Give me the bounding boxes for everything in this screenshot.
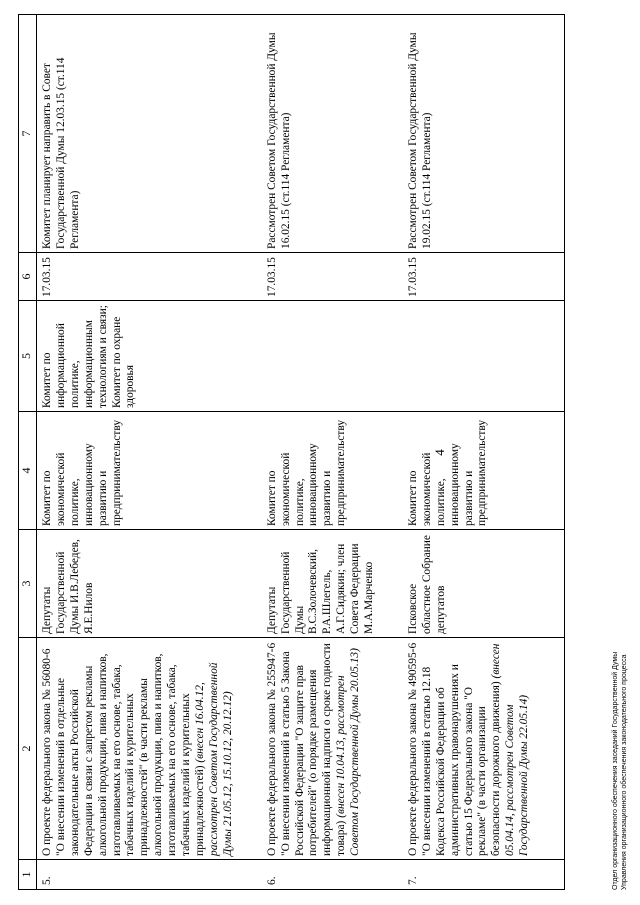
column-number-header	[19, 15, 37, 890]
column-header: 6	[19, 253, 37, 301]
column-header: 5	[19, 301, 37, 412]
bill-title: О проекте федерального закона № 490595-6	[406, 642, 419, 856]
table-row	[37, 15, 262, 890]
row-number: 7.	[403, 860, 565, 890]
initiator-cell: Псковское областное Собрание депутатов	[403, 530, 565, 638]
co-committees-cell	[262, 301, 403, 412]
date-cell: 17.03.15	[37, 253, 262, 301]
bill-history-note: (внесен 10.04.13, рассмотрен Советом Государственной Думы 20.05.13)	[335, 648, 362, 856]
committee-cell: Комитет по экономической политике, инновационному развитию и предпринимательству	[403, 412, 565, 530]
bill-body: "О внесении изменений в отдельные законодательные акты Российской Федерации в связи с запретом рекламы алкогольной продукции, пива и напитков, изготавливаемых на его основе, табака, табачных изделий и курительных принадлежностей" (в части рекламы алкогольной продукции, пива и напитков, изготавливаемых на его основе, табака, табачных изделий и курительных принадлежностей)	[54, 653, 206, 856]
bill-description	[37, 638, 262, 860]
bills-table	[18, 14, 565, 890]
bill-body: "О внесении изменений в статью 5 Закона Российской Федерации "О защите прав потребителей" (о порядке размещения информационной надписи о сроке годности товара)	[279, 643, 348, 856]
table-row	[403, 15, 565, 890]
initiator-cell: Депутаты Государственной Думы В.С.Золочевский, Р.А.Шлегель, А.Г.Сидякин; член Совета Федерации М.А.Марченко	[262, 530, 403, 638]
column-header: 1	[19, 860, 37, 890]
footer	[612, 652, 630, 890]
bill-body: "О внесении изменений в статью 12.18 Кодекса Российской Федерации об административных правонарушениях и статью 15 Федерального закона "О рекламе" (в части организации безопасности дорожного движения)	[420, 664, 503, 856]
row-number: 5.	[37, 860, 262, 890]
column-header: 2	[19, 638, 37, 860]
table-row	[262, 15, 403, 890]
bill-description	[403, 638, 565, 860]
committee-cell: Комитет по экономической политике, инновационному развитию и предпринимательству	[262, 412, 403, 530]
co-committees-cell	[403, 301, 565, 412]
footer-line: Отдел организационного обеспечения заседаний Государственной Думы	[612, 651, 619, 890]
bill-history-note: (внесен 16.04.12, рассмотрен Советом Государственной Думы 21.05.12, 15.10.12, 20.12.12)	[193, 662, 234, 856]
date-cell: 17.03.15	[403, 253, 565, 301]
status-cell: Комитет планирует направить в Совет Государственной Думы 12.03.15 (ст.114 Регламента)	[37, 15, 262, 253]
column-header: 4	[19, 412, 37, 530]
date-cell: 17.03.15	[262, 253, 403, 301]
column-header: 3	[19, 530, 37, 638]
bill-history-note: (внесен 05.04.14, рассмотрен Советом Государственной Думы 22.05.14)	[490, 643, 531, 856]
bill-title: О проекте федерального закона № 255947-6	[265, 642, 278, 856]
footer-line: Управления организационного обеспечения законодательного процесса	[620, 654, 628, 890]
status-cell: Рассмотрен Советом Государственной Думы 16.02.15 (ст.114 Регламента)	[262, 15, 403, 253]
column-header: 7	[19, 15, 37, 253]
status-cell: Рассмотрен Советом Государственной Думы 19.02.15 (ст.114 Регламента)	[403, 15, 565, 253]
row-number: 6.	[262, 860, 403, 890]
page-number: 4	[432, 449, 447, 456]
bill-title: О проекте федерального закона № 56080-6	[41, 648, 53, 856]
committee-cell: Комитет по экономической политике, инновационному развитию и предпринимательству	[37, 412, 262, 530]
bill-description	[262, 638, 403, 860]
co-committees-cell: Комитет по информационной политике, информационным технологиям и связи; Комитет по охране здоровья	[37, 301, 262, 412]
initiator-cell: Депутаты Государственной Думы И.В.Лебедев, Я.Е.Нилов	[37, 530, 262, 638]
